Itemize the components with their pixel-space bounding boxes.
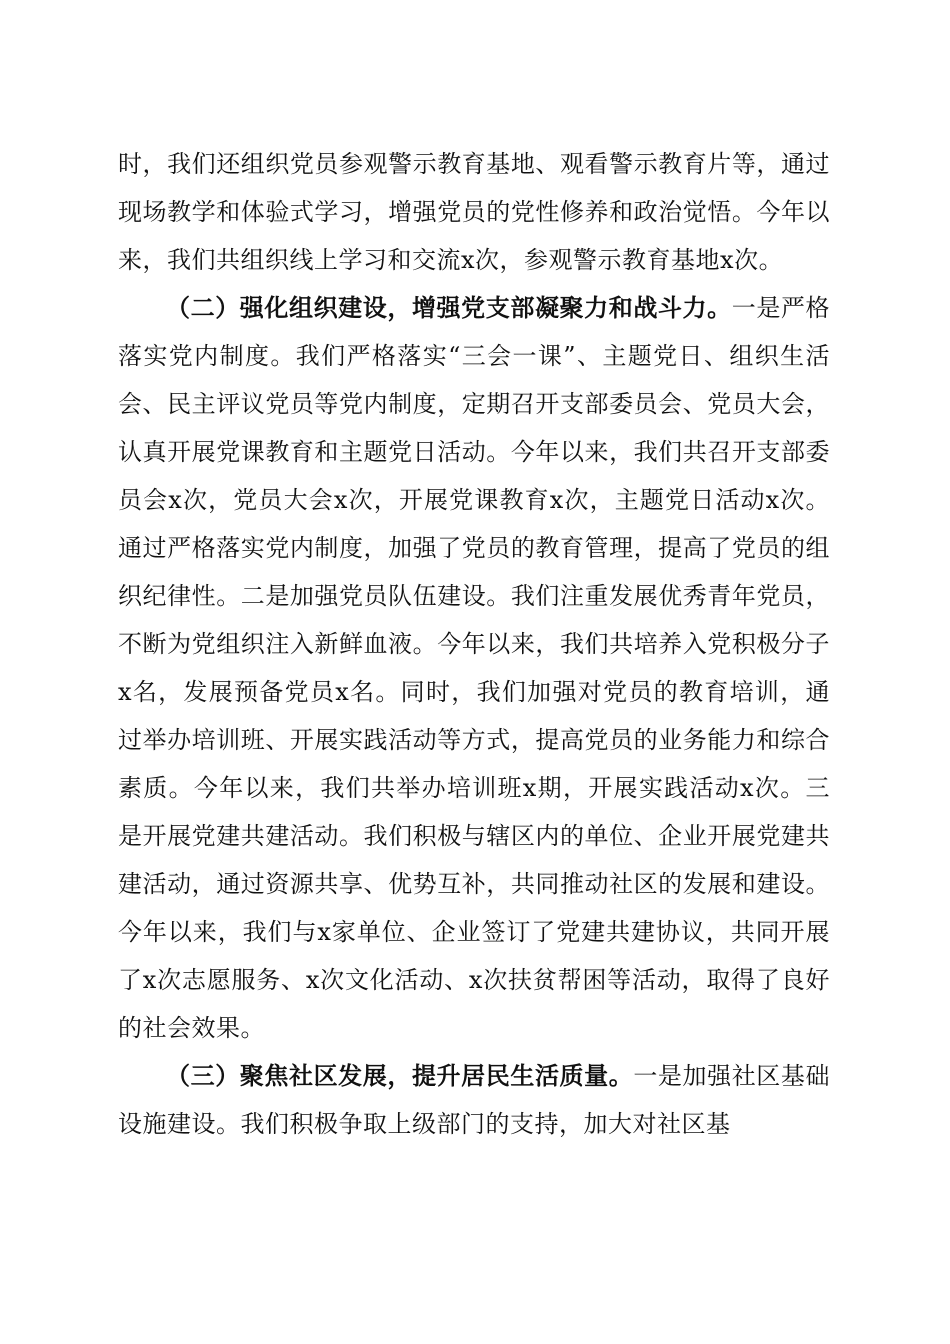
paragraph-section-3: [118, 1052, 830, 1148]
paragraph-text: 一是严格落实党内制度。我们严格落实“三会一课”、主题党日、组织生活会、民主评议党员等党内制度，定期召开支部委员会、党员大会，认真开展党课教育和主题党日活动。今年以来，我们共召开支部委员会x次，党员大会x次，开展党课教育x次，主题党日活动x次。通过严格落实党内制度，加强了党员的教育管理，提高了党员的组织纪律性。二是加强党员队伍建设。我们注重发展优秀青年党员，不断为党组织注入新鲜血液。今年以来，我们共培养入党积极分子x名，发展预备党员x名。同时，我们加强对党员的教育培训，通过举办培训班、开展实践活动等方式，提高党员的业务能力和综合素质。今年以来，我们共举办培训班x期，开展实践活动x次。三是开展党建共建活动。我们积极与辖区内的单位、企业开展党建共建活动，通过资源共享、优势互补，共同推动社区的发展和建设。今年以来，我们与x家单位、企业签订了党建共建协议，共同开展了x次志愿服务、x次文化活动、x次扶贫帮困等活动，取得了良好的社会效果。: [118, 294, 831, 1042]
paragraph-text: 时，我们还组织党员参观警示教育基地、观看警示教育片等，通过现场教学和体验式学习，增强党员的党性修养和政治觉悟。今年以来，我们共组织线上学习和交流x次，参观警示教育基地x次。: [118, 150, 830, 274]
section-heading: （三）聚焦社区发展，提升居民生活质量。: [166, 1061, 634, 1090]
section-heading: （二）强化组织建设，增强党支部凝聚力和战斗力。: [166, 293, 732, 322]
paragraph-section-2: [118, 284, 830, 1052]
paragraph-continuation: [118, 140, 830, 284]
document-body: [118, 140, 830, 1148]
paragraph-text: 一是加强社区基础设施建设。我们积极争取上级部门的支持，加大对社区基: [118, 1062, 831, 1138]
